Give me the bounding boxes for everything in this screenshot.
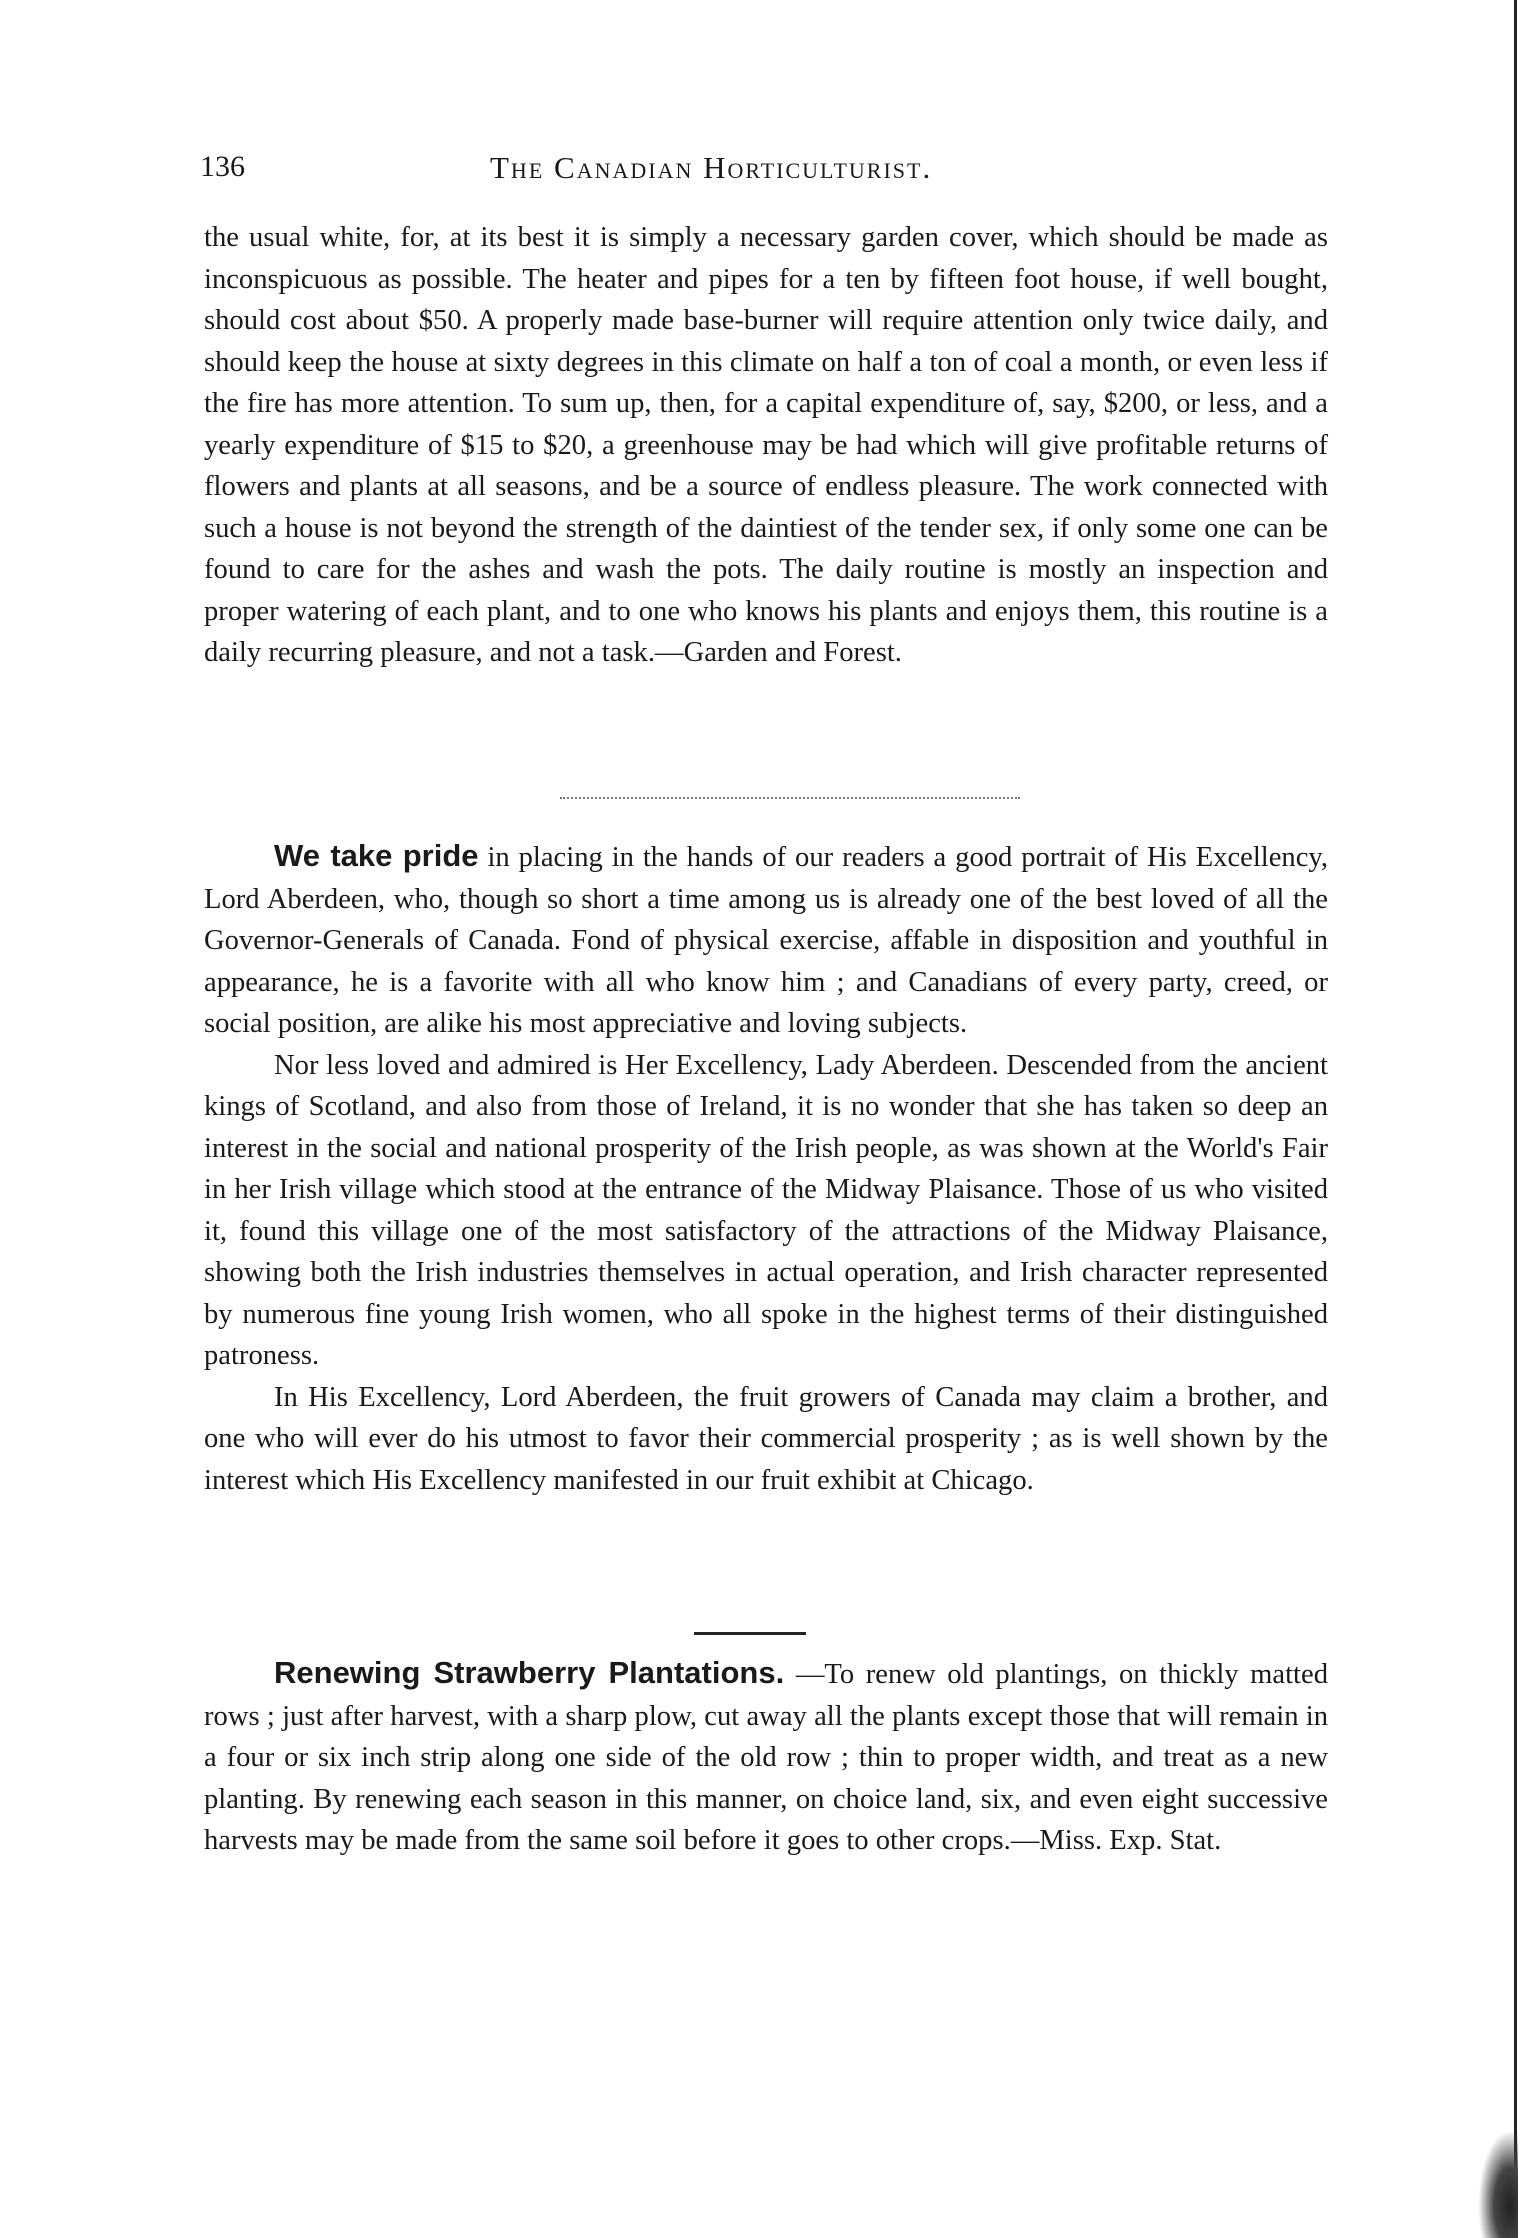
paragraph-strawberry (204, 1652, 1328, 1862)
running-head (200, 150, 1330, 190)
paragraph-aberdeen-1 (204, 835, 1328, 1045)
page-edge-smudge (1478, 2130, 1518, 2238)
paragraph-greenhouse: the usual white, for, at its best it is simply a necessary garden cover, which should be made as inconspicuous as possible. The heater and pipes for a ten by fifteen foot house, if well bought, should cost about $50. A properly made base-burner will require attention only twice daily, and should keep the house at sixty degrees in this climate on half a ton of coal a month, or even less if the fire has more attention. To sum up, then, for a capital expenditure of, say, $200, or less, and a yearly expenditure of $15 to $20, a greenhouse may be had which will give profitable returns of flowers and plants at all seasons, and be a source of endless pleasure. The work connected with such a house is not beyond the strength of the daintiest of the tender sex, if only some one can be found to care for the ashes and wash the pots. The daily routine is mostly an inspection and proper watering of each plant, and to one who knows his plants and enjoys them, this routine is a daily recurring pleasure, and not a task.—Garden and Forest. (204, 222, 1328, 668)
lead-heading-renewing-strawberry: Renewing Strawberry Plantations. (274, 1655, 785, 1690)
article-continuation (204, 217, 1328, 674)
article-aberdeen (204, 835, 1328, 1501)
section-divider-rule (694, 1632, 806, 1635)
paragraph-aberdeen-1-text: in placing in the hands of our readers a good portrait of His Excellency, Lord Aberdeen, who, though so short a time among us is already one of the best loved of all the Governor-Generals of Canada. Fond of physical exercise, affable in disposition and youthful in appearance, he is a favorite with all who know him ; and Canadians of every party, creed, or social position, are alike his most appreciative and loving subjects. (204, 842, 1328, 1039)
binding-edge-line (1514, 0, 1517, 2238)
article-strawberry (204, 1652, 1328, 1862)
page-number: 136 (200, 150, 245, 183)
paragraph-strawberry-text: —To renew old plantings, on thickly matted rows ; just after harvest, with a sharp plow, cut away all the plants except those that will remain in a four or six inch strip along one side of the old row ; thin to proper width, and treat as a new planting. By renewing each season in this manner, on choice land, six, and even eight successive harvests may be made from the same soil before it goes to other crops.—Miss. Exp. Stat. (204, 1659, 1328, 1856)
paragraph-aberdeen-2: Nor less loved and admired is Her Excellency, Lady Aberdeen. Descended from the ancient kings of Scotland, and also from those of Ireland, it is no wonder that she has taken so deep an interest in the social and national prosperity of the Irish people, as was shown at the World's Fair in her Irish village which stood at the entrance of the Midway Plaisance. Those of us who visited it, found this village one of the most satisfactory of the attractions of the Midway Plaisance, showing both the Irish industries themselves in actual operation, and Irish character represented by numerous fine young Irish women, who all spoke in the highest terms of their distinguished patroness. (204, 1049, 1328, 1371)
lead-heading-we-take-pride: We take pride (274, 838, 479, 873)
journal-title: The Canadian Horticulturist. (490, 150, 933, 185)
paragraph-aberdeen-3: In His Excellency, Lord Aberdeen, the fruit growers of Canada may claim a brother, and one who will ever do his utmost to favor their commercial prosperity ; as is well shown by the interest which His Excellency manifested in our fruit exhibit at Chicago. (204, 1381, 1328, 1496)
section-divider-dotted (560, 797, 1020, 801)
